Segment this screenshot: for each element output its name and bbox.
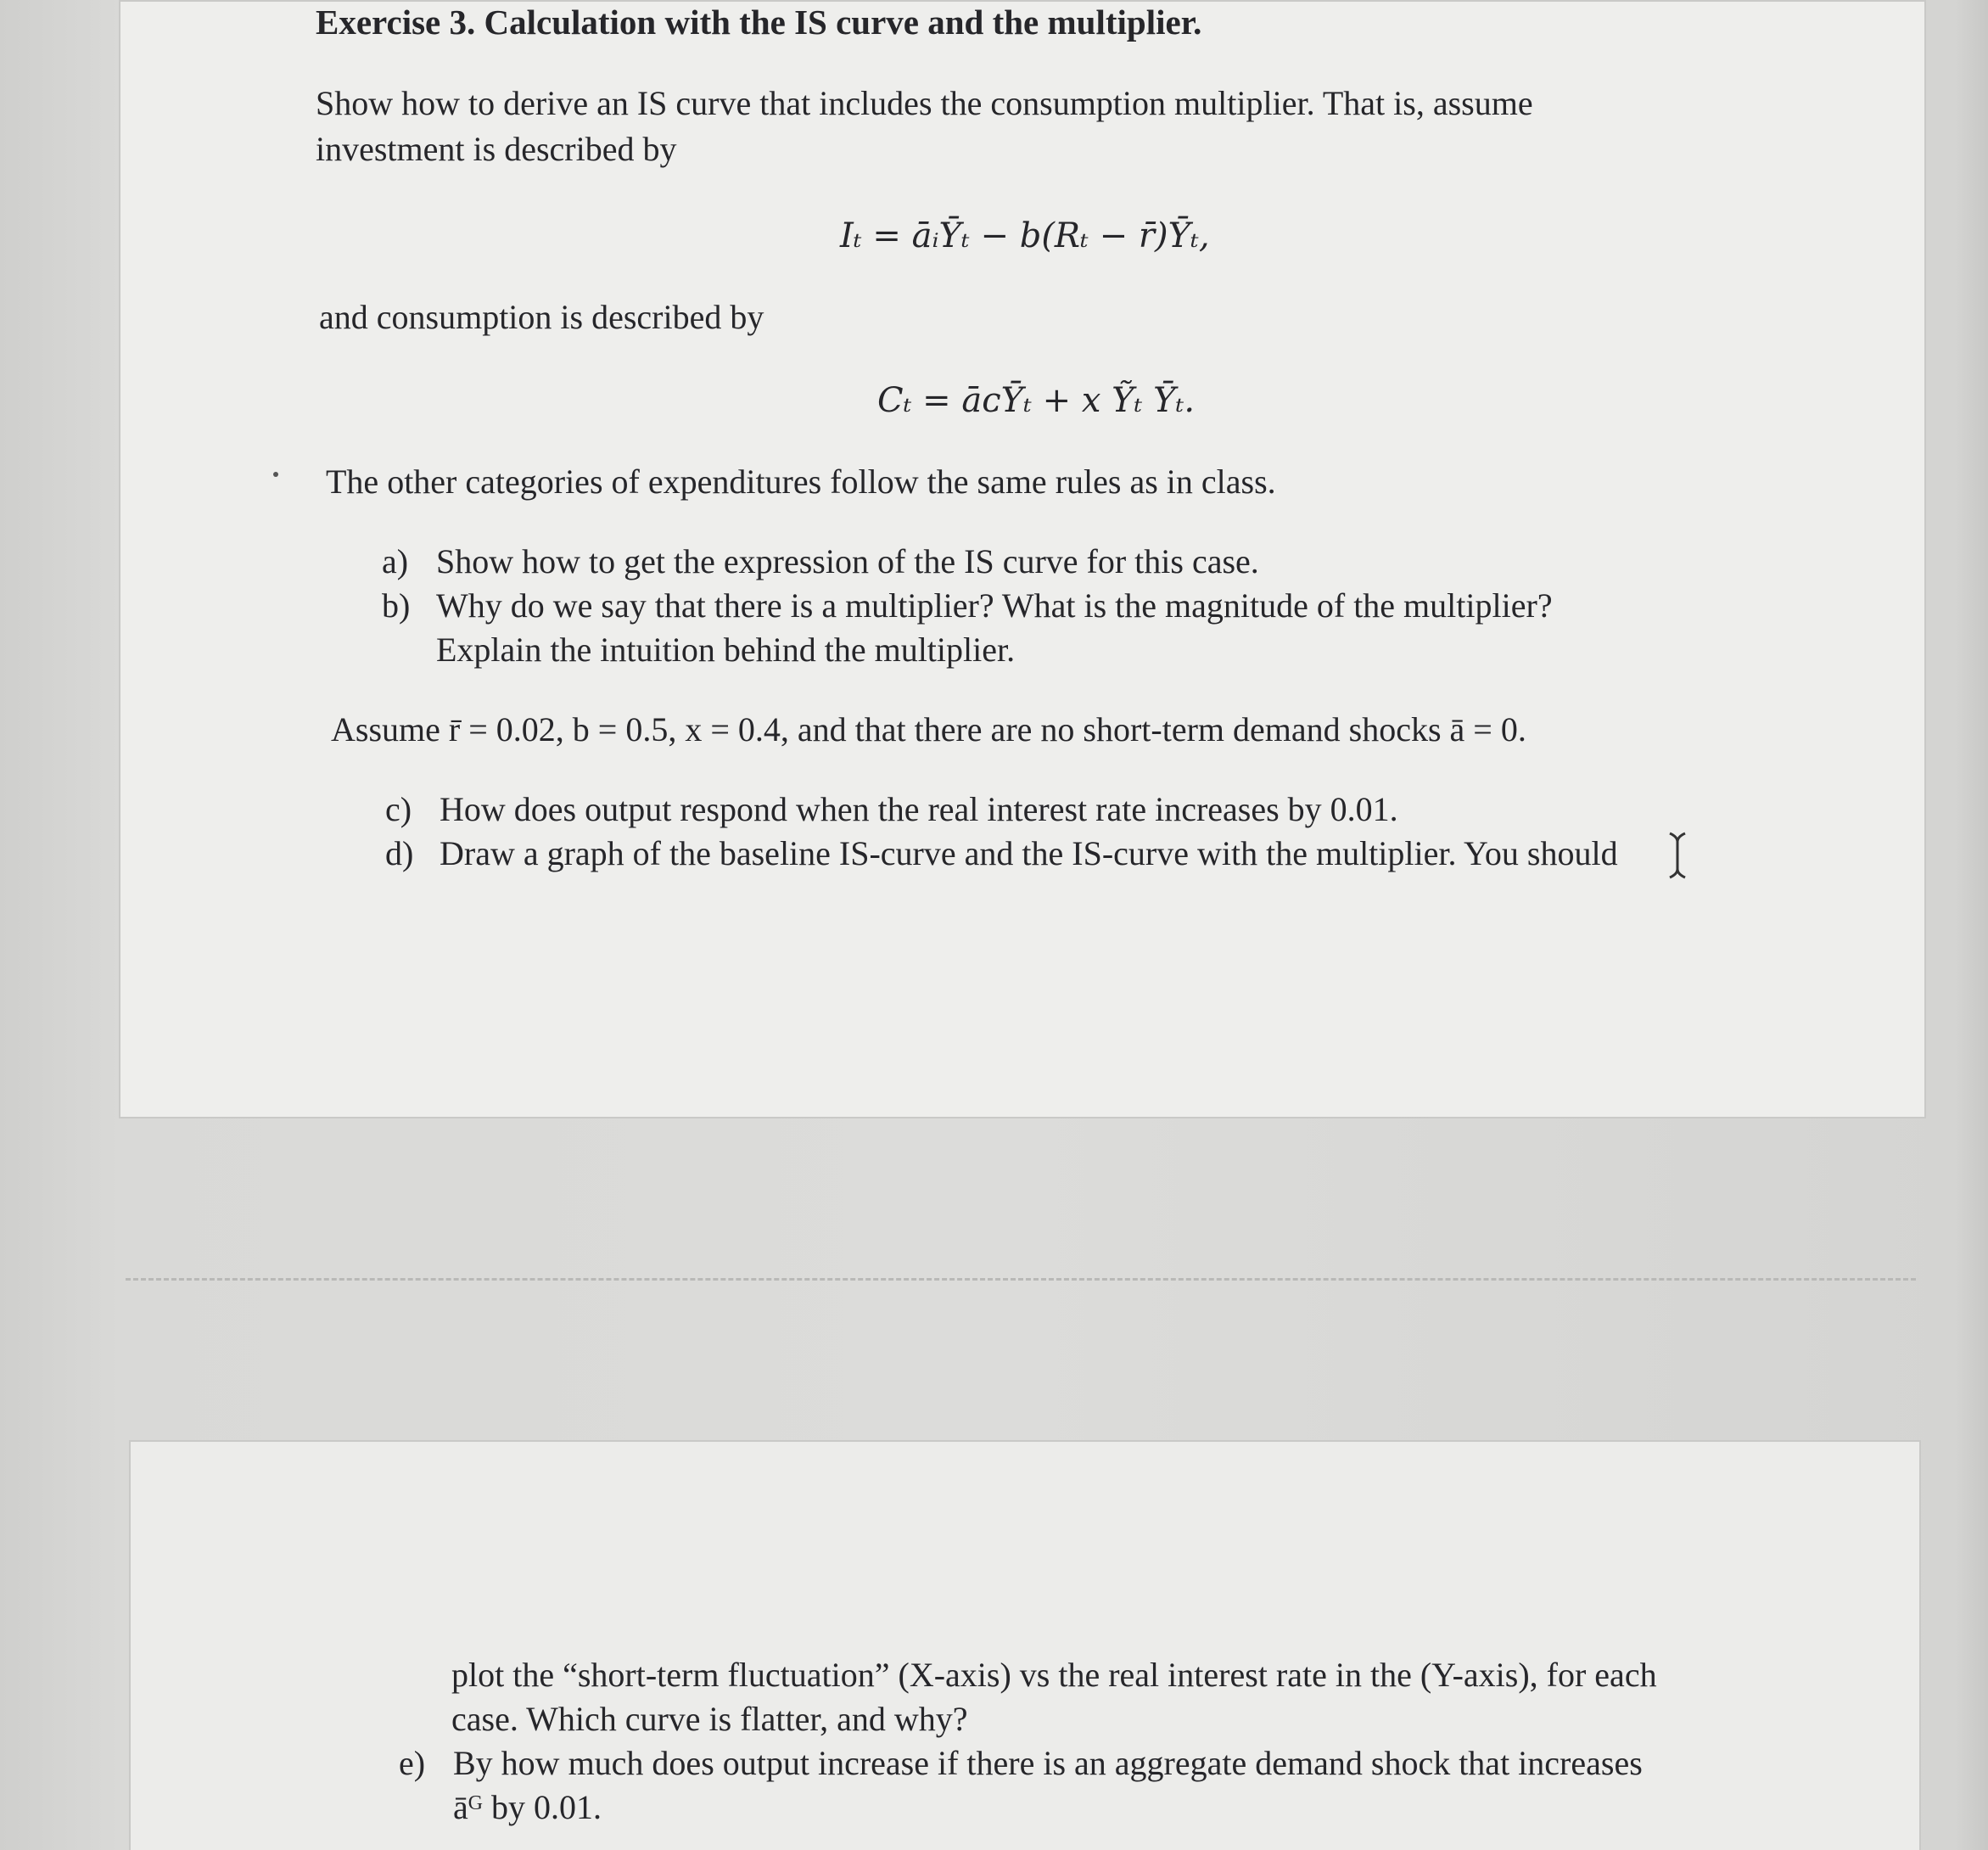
- question-b-line-1: Why do we say that there is a multiplier? What is the magnitude of the multiplier?: [436, 586, 1553, 625]
- question-d-continued-line-2: case. Which curve is flatter, and why?: [451, 1700, 968, 1738]
- question-d-text: Draw a graph of the baseline IS-curve and the IS-curve with the multiplier. You should: [440, 834, 1618, 872]
- page-break-divider: [126, 1278, 1916, 1281]
- question-e-label: e): [399, 1744, 426, 1782]
- other-categories-text: The other categories of expenditures follow the same rules as in class.: [326, 462, 1276, 501]
- question-b-label: b): [382, 586, 411, 625]
- assumptions-text: Assume r̄ = 0.02, b = 0.5, x = 0.4, and that there are no short-term demand shocks ā = 0.: [331, 710, 1526, 748]
- page-lower: [129, 1440, 1921, 1850]
- intro-line-1: Show how to derive an IS curve that includes the consumption multiplier. That is, assume: [316, 84, 1533, 122]
- question-e-line-2: āᴳ by 0.01.: [453, 1788, 602, 1826]
- stray-dot: [273, 472, 278, 477]
- question-a-text: Show how to get the expression of the IS curve for this case.: [436, 542, 1259, 580]
- question-e-line-1: By how much does output increase if there is an aggregate demand shock that increases: [453, 1744, 1643, 1782]
- question-c-text: How does output respond when the real interest rate increases by 0.01.: [440, 790, 1398, 828]
- screen-edge-shade: [1954, 0, 1988, 1850]
- question-a-label: a): [382, 542, 409, 580]
- question-c-label: c): [385, 790, 412, 828]
- consumption-equation: Cₜ = āᴄȲₜ + x Ỹₜ Ȳₜ.: [877, 381, 1196, 420]
- exercise-title: Exercise 3. Calculation with the IS curve and the multiplier.: [316, 3, 1202, 42]
- question-d-label: d): [385, 834, 414, 872]
- investment-equation: Iₜ = āᵢȲₜ − b(Rₜ − r̄)Ȳₜ,: [840, 216, 1210, 255]
- question-b-line-2: Explain the intuition behind the multiplier.: [436, 631, 1016, 669]
- intro-line-2: investment is described by: [316, 130, 677, 168]
- consumption-intro: and consumption is described by: [319, 298, 764, 336]
- text-cursor-icon: [1665, 830, 1690, 881]
- question-d-continued-line-1: plot the “short-term fluctuation” (X-axis) vs the real interest rate in the (Y-axis), for each: [451, 1656, 1657, 1694]
